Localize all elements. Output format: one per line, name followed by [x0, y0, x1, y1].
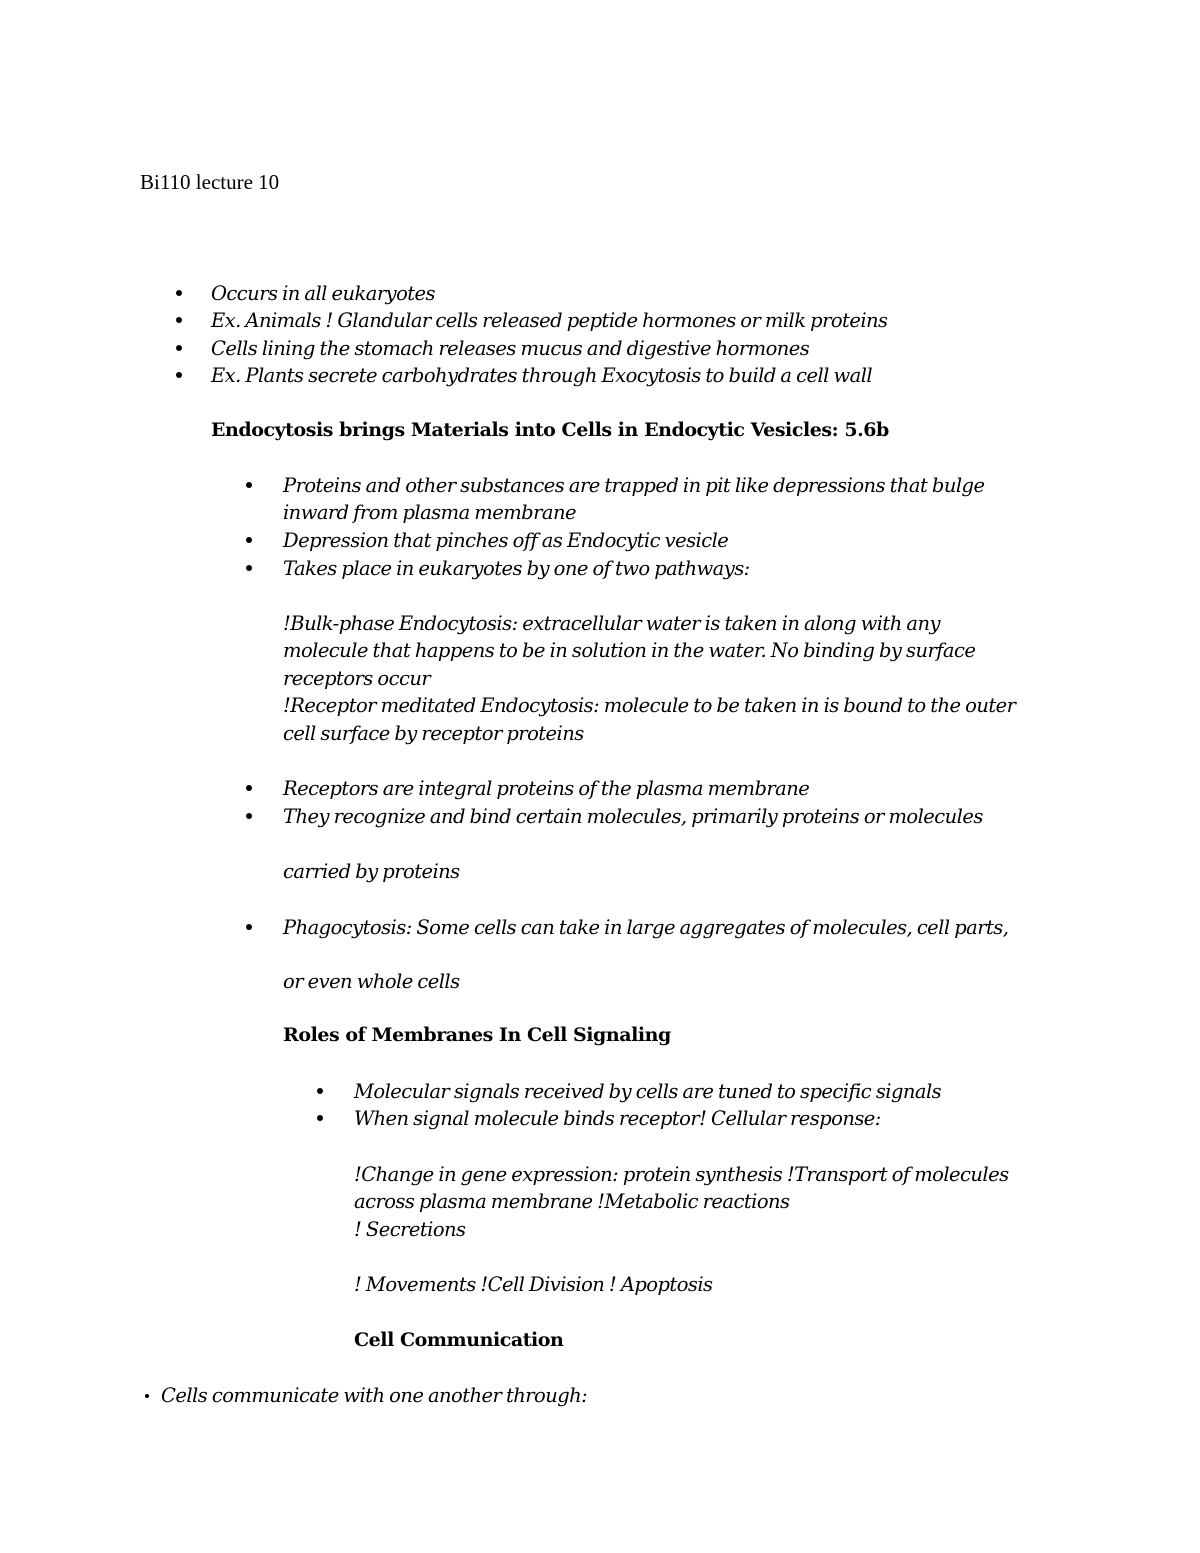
list-item: Takes place in eukaryotes by one of two pathways:	[283, 557, 750, 580]
pathway-line: molecule that happens to be in solution in the water. No binding by surface	[283, 639, 976, 662]
list-item: Ex. Animals ! Glandular cells released peptide hormones or milk proteins	[211, 309, 888, 332]
list-item-continuation: inward from plasma membrane	[283, 501, 576, 524]
pathway-line: receptors occur	[283, 667, 431, 690]
response-line: !Change in gene expression: protein synthesis !Transport of molecules	[354, 1163, 1009, 1186]
list-item-continuation: carried by proteins	[283, 860, 460, 883]
bullet-icon	[246, 813, 252, 819]
section-heading-signaling: Roles of Membranes In Cell Signaling	[283, 1024, 671, 1046]
list-item: Cells communicate with one another through:	[161, 1384, 588, 1407]
bullet-icon	[246, 482, 252, 488]
response-line: ! Secretions	[354, 1218, 466, 1241]
list-item: Depression that pinches off as Endocytic vesicle	[283, 529, 729, 552]
list-item-continuation: or even whole cells	[283, 970, 460, 993]
bullet-icon	[246, 924, 252, 930]
bullet-icon	[176, 372, 182, 378]
bullet-icon	[246, 537, 252, 543]
bullet-icon	[317, 1088, 323, 1094]
page-title: Bi110 lecture 10	[140, 170, 280, 194]
list-item: Receptors are integral proteins of the plasma membrane	[283, 777, 810, 800]
bullet-icon	[317, 1115, 323, 1121]
section-heading-endocytosis: Endocytosis brings Materials into Cells in Endocytic Vesicles: 5.6b	[211, 419, 889, 441]
list-item: Proteins and other substances are trapped in pit like depressions that bulge	[283, 474, 985, 497]
list-item: Phagocytosis: Some cells can take in large aggregates of molecules, cell parts,	[283, 916, 1009, 939]
response-line: ! Movements !Cell Division ! Apoptosis	[354, 1273, 713, 1296]
bullet-icon	[176, 345, 182, 351]
list-item: They recognize and bind certain molecules, primarily proteins or molecules	[283, 805, 983, 828]
list-item: Molecular signals received by cells are tuned to specific signals	[354, 1080, 942, 1103]
pathway-line: !Receptor meditated Endocytosis: molecule to be taken in is bound to the outer	[283, 694, 1016, 717]
bullet-icon	[145, 1394, 149, 1398]
pathway-line: !Bulk-phase Endocytosis: extracellular water is taken in along with any	[283, 612, 940, 635]
bullet-icon	[246, 565, 252, 571]
list-item: When signal molecule binds receptor! Cellular response:	[354, 1107, 881, 1130]
pathway-line: cell surface by receptor proteins	[283, 722, 584, 745]
bullet-icon	[246, 785, 252, 791]
bullet-icon	[176, 317, 182, 323]
response-line: across plasma membrane !Metabolic reactions	[354, 1190, 790, 1213]
section-heading-communication: Cell Communication	[354, 1329, 564, 1351]
list-item: Occurs in all eukaryotes	[211, 282, 436, 305]
list-item: Ex. Plants secrete carbohydrates through Exocytosis to build a cell wall	[211, 364, 873, 387]
bullet-icon	[176, 290, 182, 296]
list-item: Cells lining the stomach releases mucus and digestive hormones	[211, 337, 810, 360]
